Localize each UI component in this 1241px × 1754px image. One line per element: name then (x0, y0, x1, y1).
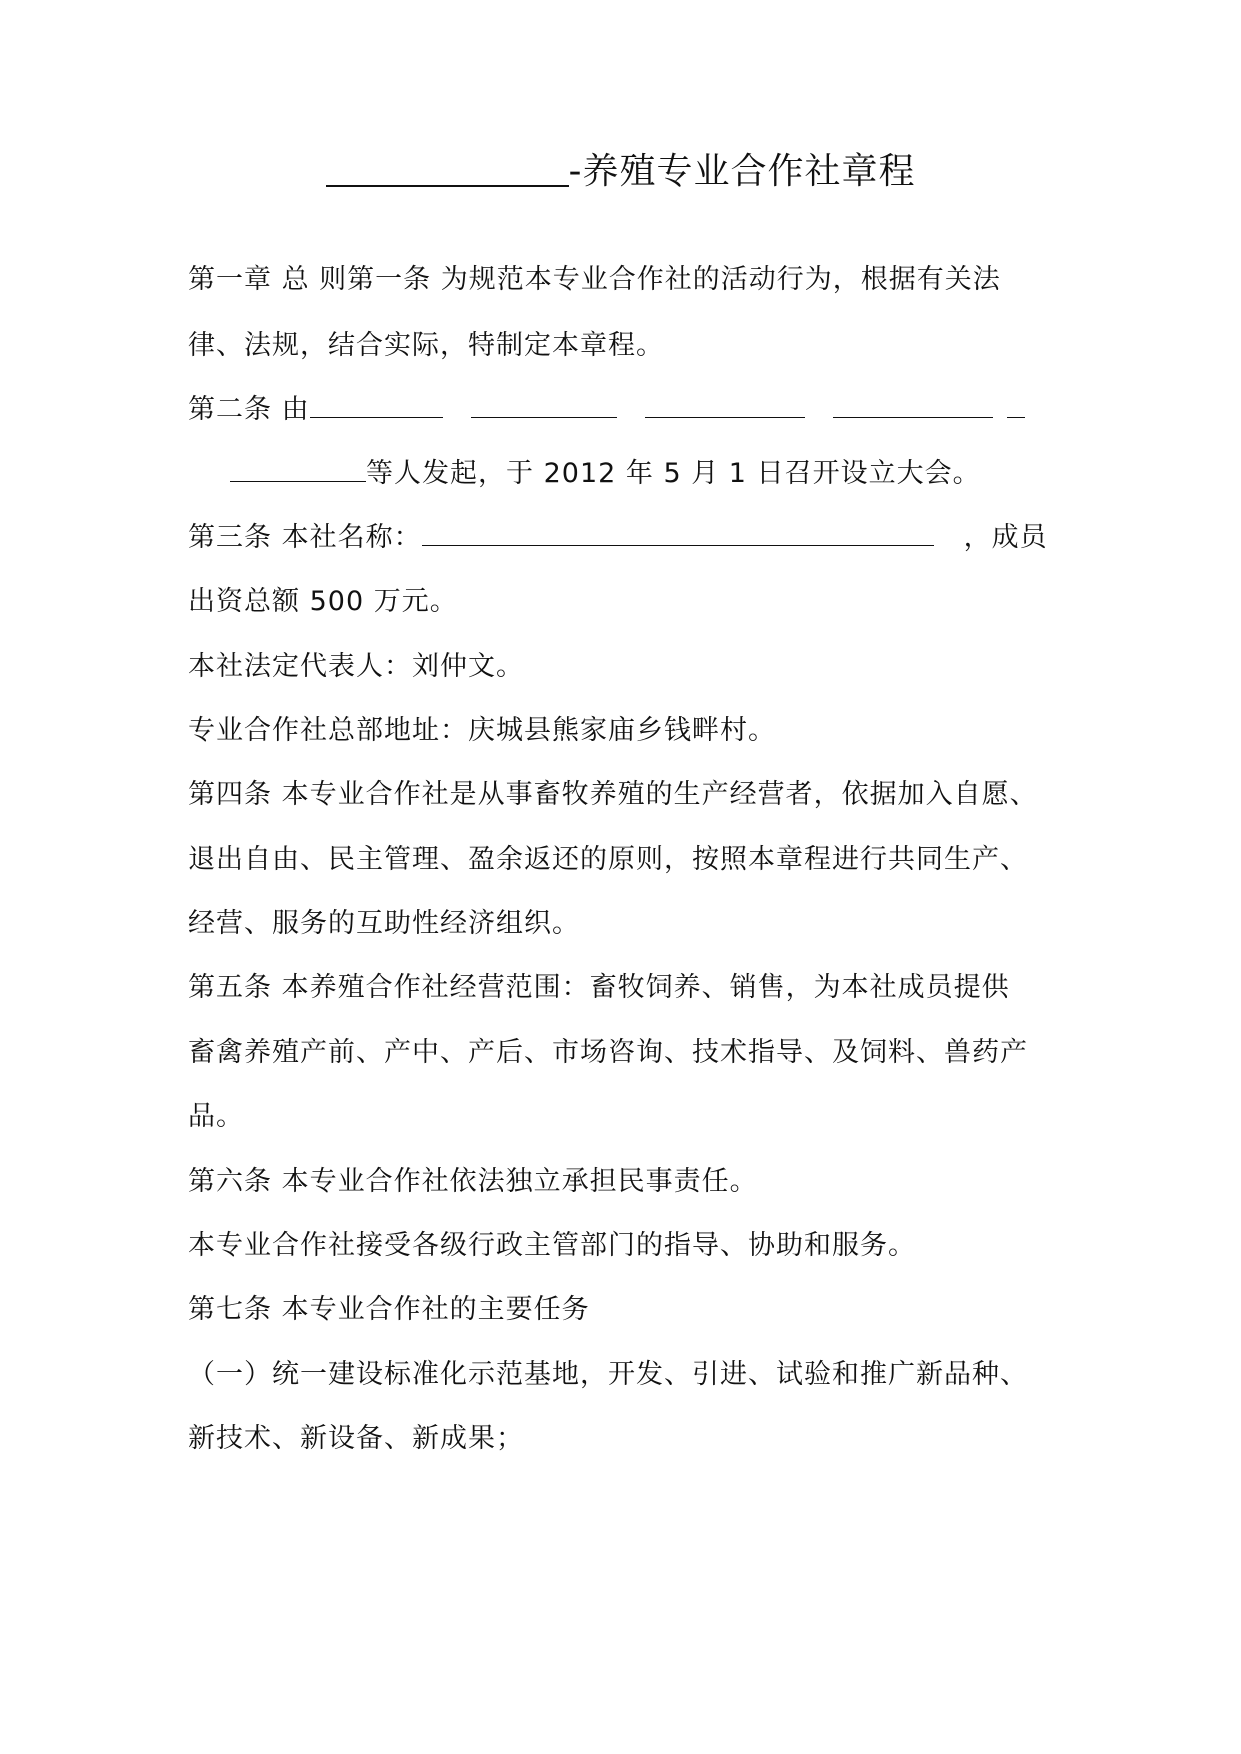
paragraph-line: 第四条 本专业合作社是从事畜牧养殖的生产经营者，依据加入自愿、 (188, 779, 1038, 810)
page-title (0, 150, 1241, 193)
paragraph-line: 畜禽养殖产前、产中、产后、市场咨询、技术指导、及饲料、兽药产 (188, 1037, 1028, 1068)
paragraph-line: 本专业合作社接受各级行政主管部门的指导、协助和服务。 (188, 1230, 916, 1261)
article-3-line (188, 518, 1048, 558)
article-2-suffix: 等人发起，于 2012 年 5 月 1 日召开设立大会。 (366, 458, 981, 489)
cooperative-name-blank (422, 519, 934, 546)
paragraph-line: （一）统一建设标准化示范基地，开发、引进、试验和推广新品种、 (188, 1359, 1028, 1390)
paragraph-line: 经营、服务的互助性经济组织。 (188, 908, 580, 939)
paragraph-line: 新技术、新设备、新成果； (188, 1423, 524, 1454)
paragraph-line: 本社法定代表人：刘仲文。 (188, 651, 524, 682)
founder-blank (833, 391, 993, 418)
article-2-line-cont (230, 454, 981, 494)
paragraph-line: 律、法规，结合实际，特制定本章程。 (188, 330, 664, 361)
founder-blank (471, 391, 617, 418)
paragraph-line: 品。 (188, 1101, 244, 1132)
paragraph-line: 专业合作社总部地址：庆城县熊家庙乡钱畔村。 (188, 715, 776, 746)
article-2-prefix: 第二条 由 (188, 394, 310, 425)
title-name-blank (326, 155, 569, 187)
founder-blank (1007, 391, 1025, 418)
paragraph-line: 第六条 本专业合作社依法独立承担民事责任。 (188, 1166, 758, 1197)
article-2-line (188, 390, 1025, 430)
founder-blank (645, 391, 805, 418)
founder-blank (230, 455, 366, 482)
paragraph-line: 出资总额 500 万元。 (188, 586, 458, 617)
article-3-suffix: ，成员 (963, 522, 1048, 553)
paragraph-line: 第一章 总 则第一条 为规范本专业合作社的活动行为，根据有关法 (188, 264, 1001, 295)
title-text: -养殖专业合作社章程 (568, 151, 916, 192)
paragraph-line: 第五条 本养殖合作社经营范围：畜牧饲养、销售，为本社成员提供 (188, 972, 1010, 1003)
paragraph-line: 退出自由、民主管理、盈余返还的原则，按照本章程进行共同生产、 (188, 844, 1028, 875)
founder-blank (310, 391, 443, 418)
paragraph-line: 第七条 本专业合作社的主要任务 (188, 1294, 590, 1325)
article-3-prefix: 第三条 本社名称： (188, 522, 422, 553)
